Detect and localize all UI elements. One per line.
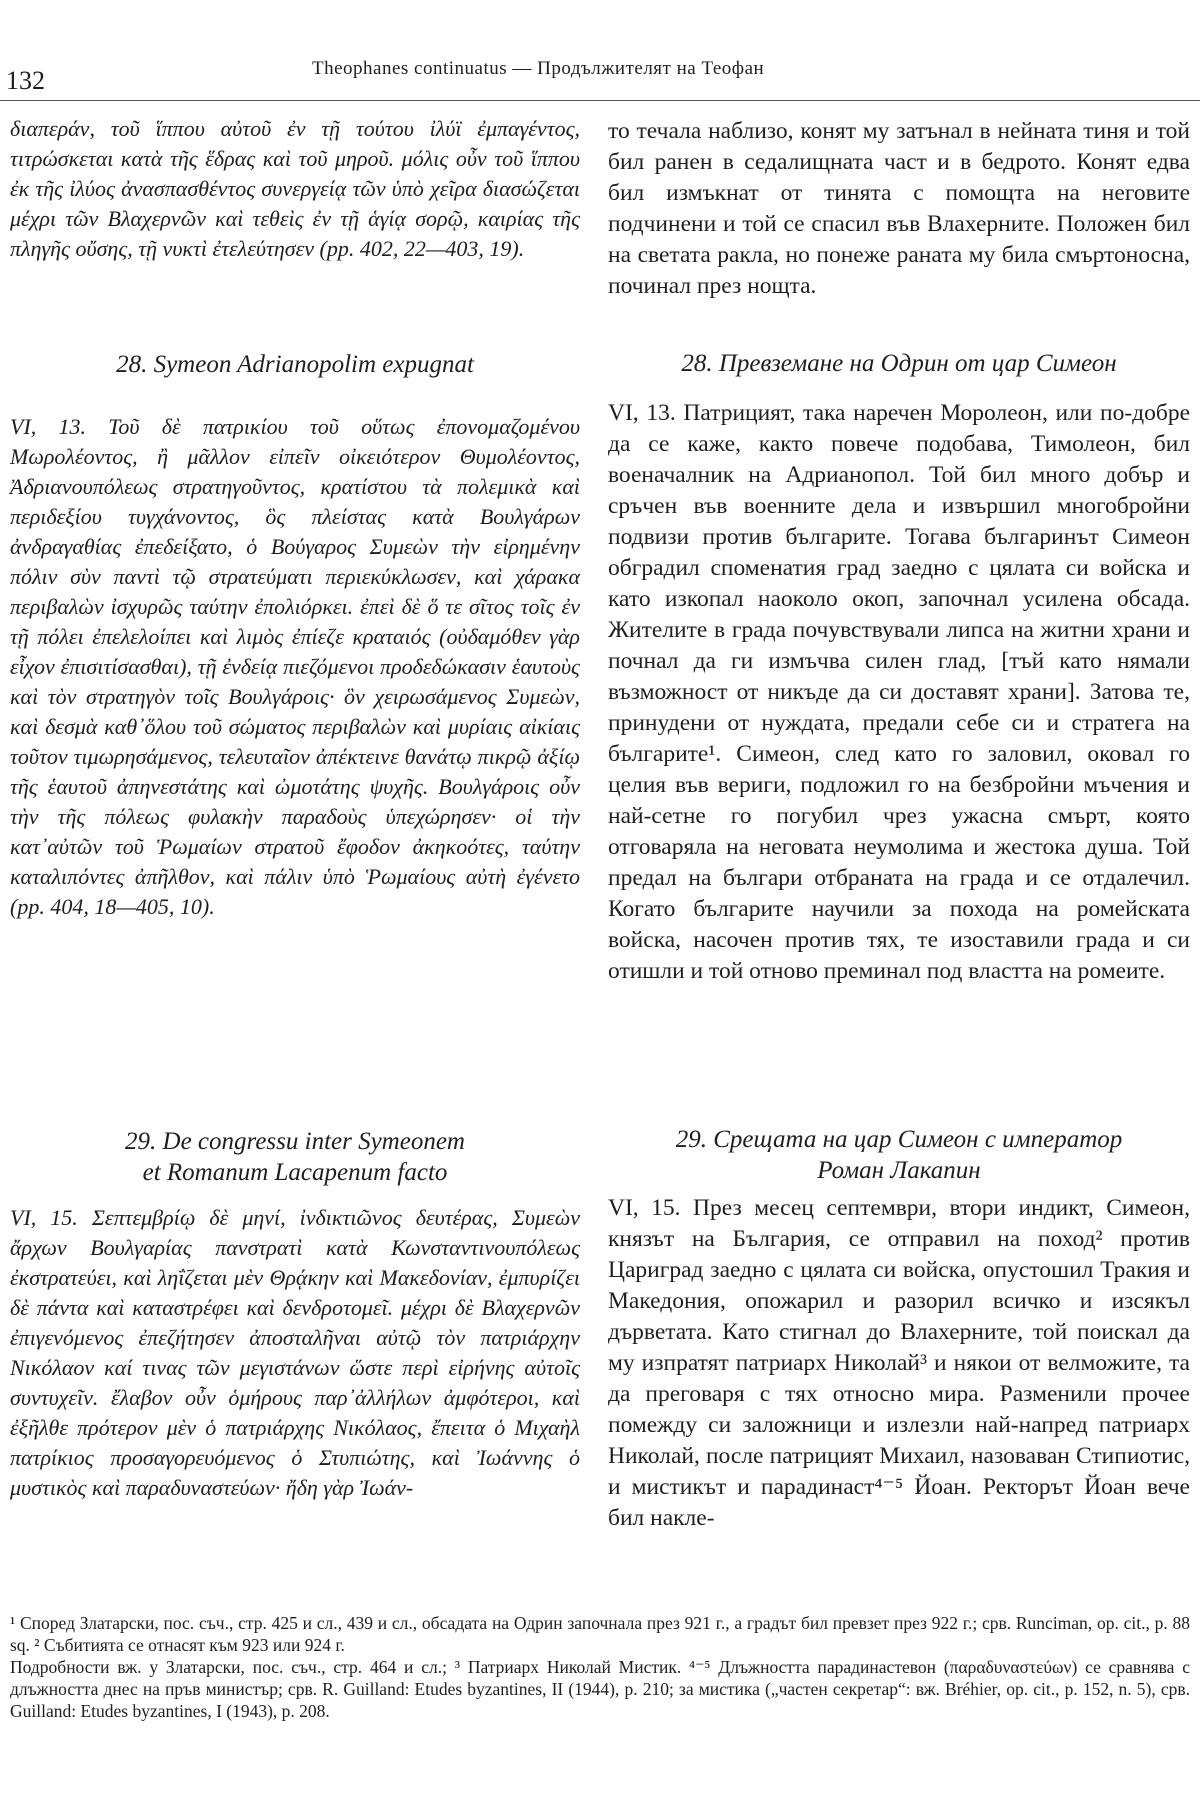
right-section-28-text: VI, 13. Патрицият, така наречен Моролеон, или по-добре да се каже, както повече подобава, Тимолеон, бил военачалник на Адрианопол. Той бил много добър и сръчен във военните дела и извършил многобройни подвизи против българите. Тогава българинът Симеон обградил споменатия град заедно с цялата си войска и като изкопал наоколо окоп, започнал усилена обсада. Жителите в града почувствували липса на житни храни и почнал да ги измъчва силен глад, [тъй като нямали възможност от никъде да си доставят храни]. Затова те, принудени от нуждата, предали себе си и стратега на българите¹. Симеон, след като го заловил, оковал го целия във вериги, подложил го на безбройни мъчения и най-сетне го погубил чрез ужасна смърт, която отговаряла на неговата неумолима и жестока душа. Той предал на българи отбраната на града и се отдалечил. Когато българите научили за похода на ромейската войска, насочен против тях, те изоставили града и си отишли и той отново преминал под властта на ромеите. <box>608 400 1190 984</box>
right-section-29-text: VI, 15. През месец септември, втори индикт, Симеон, князът на България, се отправил на поход² против Цариград заедно с цялата си войска, опустошил Тракия и Македония, опожарил и разорил всичко и изсякъл дърветата. Като стигнал до Влахерните, той поискал да му изпратят патриарх Николай³ и някои от велможите, та да преговаря с тях относно мира. Разменили прочее помежду си заложници и излезли най-напред патриарх Николай, после патрицият Михаил, назоваван Стипиотис, и мистикът и парадинаст⁴⁻⁵ Йоан. Ректорът Йоан вече бил накле- <box>608 1195 1190 1531</box>
footnote-line-2: Подробности вж. у Златарски, пос. съч., стр. 464 и сл.; ³ Патриарх Николай Мистик. ⁴⁻⁵ Длъжността парадинастевон (παραδυναστεύων) се сравнява с длъжността днес на пръв министър; срв. R. Guilland: Etudes byzantines, II (1944), p. 210; за мистика („частен секретар“: вж. Bréhier, op. cit., p. 152, n. 5), срв. Guilland: Etudes byzantines, I (1943), p. 208. <box>10 1657 1190 1721</box>
right-section-28-title: 28. Превземане на Одрин от цар Симеон <box>681 350 1117 377</box>
right-section-29-title-line-1: 29. Срещата на цар Симеон с император <box>675 1126 1123 1153</box>
left-section-29-title-line-2: et Romanum Lacapenum facto <box>142 1159 448 1186</box>
right-intro-text: то течала наблизо, конят му затънал в нейната тиня и той бил ранен в седалищната част и в бедрото. Конят едва бил измъкнат от тинята с помощта на неговите подчинени и той се спасил във Влахерните. Положен бил на светата ракла, но понеже раната му била смъртоносна, починал през нощта. <box>608 118 1190 299</box>
left-section-29-title-line-1: 29. De congressu inter Symeonem <box>125 1128 465 1155</box>
left-section-29-title <box>10 1126 580 1188</box>
left-intro-text: διαπεράν, τοῦ ἵππου αὐτοῦ ἐν τῇ τούτου ἰλύϊ ἐμπαγέντος, τιτρώσκεται κατὰ τῆς ἕδρας καὶ τοῦ μηροῦ. μόλις οὖν τοῦ ἵππου ἐκ τῆς ἰλύος ἀνασπασθέντος συνεργείᾳ τῶν ὑπὸ χεῖρα διασώζεται μέχρι τῶν Βλαχερνῶν καὶ τεθεὶς ἐν τῇ ἁγίᾳ σορῷ, καιρίας τῆς πληγῆς οὔσης, τῇ νυκτὶ ἐτελεύτησεν (pp. 402, 22—403, 19). <box>10 116 580 261</box>
header-rule <box>0 100 1200 101</box>
right-section-29-title-line-2: Роман Лакапин <box>817 1157 981 1184</box>
left-section-28-title: 28. Symeon Adrianopolim expugnat <box>116 351 474 378</box>
running-head: Theophanes continuatus — Продължителят на Теофан <box>312 58 765 79</box>
footnotes <box>10 1612 1190 1722</box>
left-section-29-text: VI, 15. Σεπτεμβρίῳ δὲ μηνί, ἰνδικτιῶνος δευτέρας, Συμεὼν ἄρχων Βουλγαρίας πανστρατὶ κατὰ Κωνσταντινουπόλεως ἐκστρατεύει, καὶ ληΐζεται μὲν Θρᾴκην καὶ Μακεδονίαν, ἐμπυρίζει δὲ πάντα καὶ καταστρέφει καὶ δενδροτομεῖ. μέχρι δὲ Βλαχερνῶν ἐπιγενόμενος ἐπεζήτησεν ἀποσταλῆναι αὐτῷ τὸν πατριάρχην Νικόλαον καί τινας τῶν μεγιστάνων ὥστε περὶ εἰρήνης αὐτοῖς συντυχεῖν. ἔλαβον οὖν ὁμήρους παρ᾽ἀλλήλων ἀμφότεροι, καὶ ἐξῆλθε πρότερον μὲν ὁ πατριάρχης Νικόλαος, ἔπειτα ὁ Μιχαὴλ πατρίκιος προσαγορευόμενος ὁ Στυπιώτης, καὶ Ἰωάννης ὁ μυστικὸς καὶ παραδυναστεύων· ἤδη γὰρ Ἰωάν- <box>10 1205 580 1500</box>
left-section-28-text: VI, 13. Τοῦ δὲ πατρικίου τοῦ οὕτως ἐπονομαζομένου Μωρολέοντος, ἢ μᾶλλον εἰπεῖν οἰκειότερον Θυμολέοντος, Ἀδριανουπόλεως στρατηγοῦντος, κρατίστου τὰ πολεμικὰ καὶ περιδεξίου τυγχάνοντος, ὃς πλείστας κατὰ Βουλγάρων ἀνδραγαθίας ἐπεδείξατο, ὁ Βούγαρος Συμεὼν τὴν εἰρημένην πόλιν σὺν παντὶ τῷ στρατεύματι περιεκύκλωσεν, καὶ χάρακα περιβαλὼν ἰσχυρῶς ταύτην ἐπολιόρκει. ἐπεὶ δὲ ὅ τε σῖτος τοῖς ἐν τῇ πόλει ἐπελελοίπει καὶ λιμὸς ἐπίεζε κραταιός (οὐδαμόθεν γὰρ εἶχον ἐπισιτίσασθαι), τῇ ἐνδείᾳ πιεζόμενοι προδεδώκασιν ἑαυτοὺς καὶ τὸν στρατηγὸν τοῖς Βουλγάροις· ὃν χειρωσάμενος Συμεὼν, καὶ δεσμὰ καθ᾽ὅλου τοῦ σώματος περιβαλὼν καὶ μυρίαις αἰκίαις τοῦτον τιμωρησάμενος, τελευταῖον ἀπέκτεινε θανάτῳ πικρῷ ἀξίῳ τῆς ἑαυτοῦ ἀπηνεστάτης καὶ ὠμοτάτης ψυχῆς. Βουλγάροις οὖν τὴν τῆς πόλεως φυλακὴν παραδοὺς ὑπεχώρησεν· οἱ τὴν κατ᾽αὐτῶν τοῦ Ῥωμαίων στρατοῦ ἔφοδον ἀκηκοότες, ταύτην καταλιπόντες ἀπῆλθον, καὶ πάλιν ὑπὸ Ῥωμαίους αὐτὴ ἐγένετο (pp. 404, 18—405, 10). <box>10 414 580 919</box>
page-number: 132 <box>6 66 45 95</box>
right-section-29-title <box>608 1124 1190 1186</box>
footnote-line-1: ¹ Според Златарски, пос. съч., стр. 425 и сл., 439 и сл., обсадата на Одрин започнала през 921 г., а градът бил превзет през 922 г.; срв. Runciman, op. cit., p. 88 sq. ² Събитията се отнасят към 923 или 924 г. <box>10 1613 1190 1655</box>
